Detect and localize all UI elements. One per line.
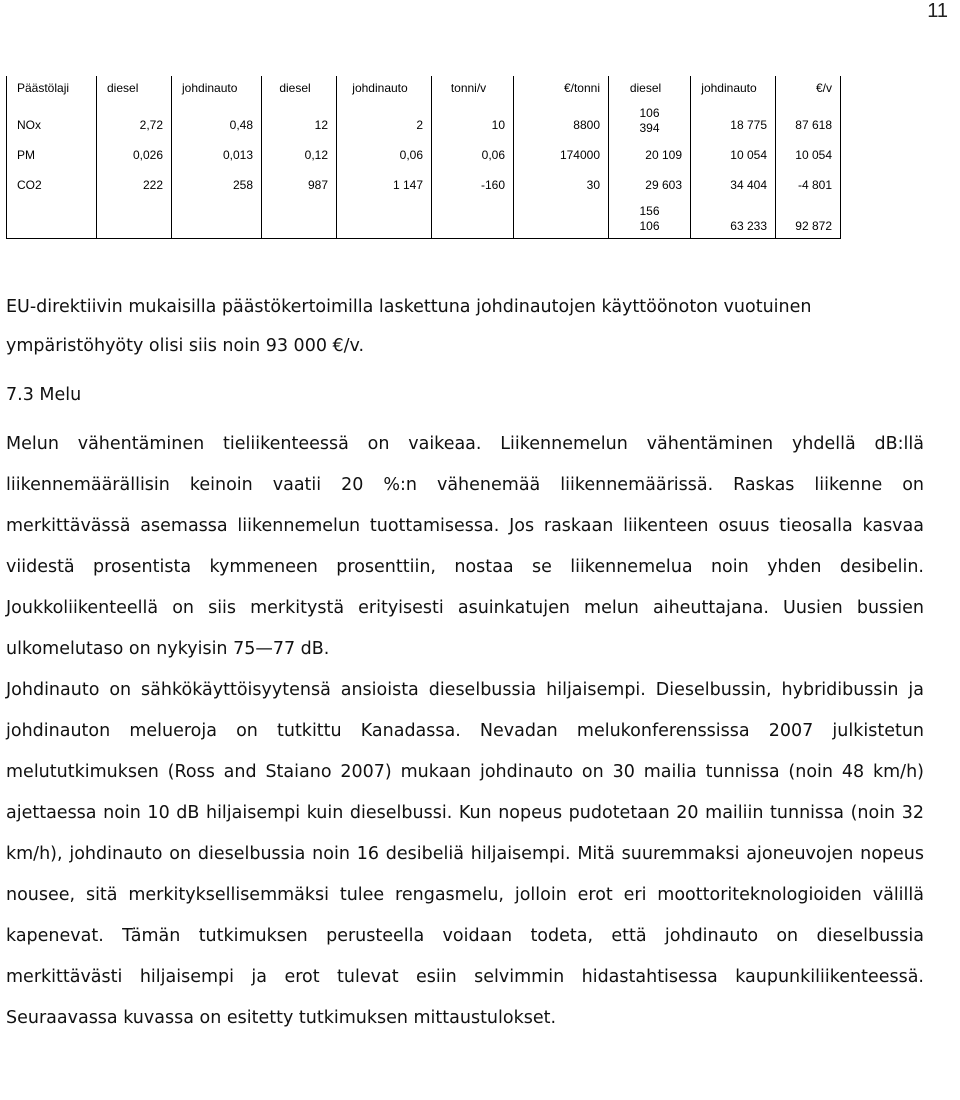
table-cell — [7, 198, 97, 238]
header-cell: €/tonni — [514, 76, 609, 106]
table-cell — [432, 198, 514, 238]
table-cell — [337, 198, 432, 238]
table-cell: 0,013 — [172, 138, 262, 168]
header-cell: johdinauto — [172, 76, 262, 106]
table-cell — [609, 106, 691, 138]
emissions-table — [6, 76, 841, 239]
table-cell: 8800 — [514, 106, 609, 138]
table-cell — [262, 198, 337, 238]
table-cell: 0,06 — [432, 138, 514, 168]
table-cell: 30 — [514, 168, 609, 198]
table-cell: 18 775 — [691, 106, 776, 138]
table-cell: 2,72 — [97, 106, 172, 138]
table-cell: CO2 — [7, 168, 97, 198]
table-cell: 12 — [262, 106, 337, 138]
table-cell: 987 — [262, 168, 337, 198]
table-cell: 0,06 — [337, 138, 432, 168]
table-cell: 222 — [97, 168, 172, 198]
table-cell: 174000 — [514, 138, 609, 168]
header-cell: Päästölaji — [7, 76, 97, 106]
table-cell: 20 109 — [609, 138, 691, 168]
table-cell: PM — [7, 138, 97, 168]
table-cell: 63 233 — [691, 198, 776, 238]
table-cell: 10 054 — [691, 138, 776, 168]
table-cell: -4 801 — [776, 168, 841, 198]
cell-line: 106 — [639, 106, 660, 120]
header-cell: diesel — [262, 76, 337, 106]
body-paragraph: Melun vähentäminen tieliikenteessä on vaikeaa. Liikennemelun vähentäminen yhdellä dB:llä liikennemäärällisin keinoin vaatii 20 %:n vähenemää liikennemäärissä. Raskas liikenne on merkittävässä asemassa liikennemelun tuottamisessa. Jos raskaan liikenteen osuus tieosalla kasvaa viidestä prosentista kymmeneen prosenttiin, nostaa se liikennemelua noin yhden desibelin. Joukkoliikenteellä on siis merkitystä erityisesti asuinkatujen melun aiheuttajana. Uusien bussien ulkomelutaso on nykyisin 75—77 dB. — [6, 434, 924, 659]
table-cell — [609, 198, 691, 238]
table-cell: -160 — [432, 168, 514, 198]
table-cell: 87 618 — [776, 106, 841, 138]
document-body — [6, 288, 924, 1039]
emissions-table-wrapper — [6, 76, 840, 239]
table-cell — [97, 198, 172, 238]
intro-paragraph: EU-direktiivin mukaisilla päästökertoimilla laskettuna johdinautojen käyttöönoton vuotuinen ympäristöhyöty olisi siis noin 93 000 €/v. — [6, 297, 812, 356]
table-cell: 0,48 — [172, 106, 262, 138]
header-cell: diesel — [97, 76, 172, 106]
table-row — [7, 168, 841, 198]
header-cell: johdinauto — [337, 76, 432, 106]
table-cell — [514, 198, 609, 238]
header-cell: tonni/v — [432, 76, 514, 106]
body-paragraph: Johdinauto on sähkökäyttöisyytensä ansioista dieselbussia hiljaisempi. Dieselbussin, hybridibussin ja johdinauton melueroja on tutkittu Kanadassa. Nevadan melukonferenssissa 2007 julkistetun melututkimuksen (Ross and Staiano 2007) mukaan johdinauto on 30 mailia tunnissa (noin 48 km/h) ajettaessa noin 10 dB hiljaisempi kuin dieselbussi. Kun nopeus pudotetaan 20 mailiin tunnissa (noin 32 km/h), johdinauto on dieselbussia noin 16 desibeliä hiljaisempi. Mitä suuremmaksi ajoneuvojen nopeus nousee, sitä merkityksellisemmäksi tulee rengasmelu, jolloin erot eri moottoriteknologioiden välillä kapenevat. Tämän tutkimuksen perusteella voidaan todeta, että johdinauto on dieselbussia merkittävästi hiljaisempi ja erot tulevat esiin selvimmin hidastahtisessa kaupunkiliikenteessä. Seuraavassa kuvassa on esitetty tutkimuksen mittaustulokset. — [6, 680, 924, 1028]
table-header-row — [7, 76, 841, 106]
page-number: 11 — [927, 0, 948, 22]
table-cell: 2 — [337, 106, 432, 138]
table-cell: 34 404 — [691, 168, 776, 198]
table-row — [7, 138, 841, 168]
table-cell: 0,12 — [262, 138, 337, 168]
table-total-row — [7, 198, 841, 238]
table-cell: 92 872 — [776, 198, 841, 238]
table-row — [7, 106, 841, 138]
cell-line: 106 — [639, 218, 660, 233]
table-cell — [172, 198, 262, 238]
cell-line: 394 — [639, 121, 660, 135]
table-cell: NOx — [7, 106, 97, 138]
section-heading: 7.3 Melu — [6, 385, 82, 405]
table-cell: 29 603 — [609, 168, 691, 198]
cell-line: 156 — [639, 203, 660, 218]
header-cell: johdinauto — [691, 76, 776, 106]
header-cell: €/v — [776, 76, 841, 106]
header-cell: diesel — [609, 76, 691, 106]
table-cell: 258 — [172, 168, 262, 198]
table-cell: 10 — [432, 106, 514, 138]
table-cell: 10 054 — [776, 138, 841, 168]
table-cell: 0,026 — [97, 138, 172, 168]
table-cell: 1 147 — [337, 168, 432, 198]
